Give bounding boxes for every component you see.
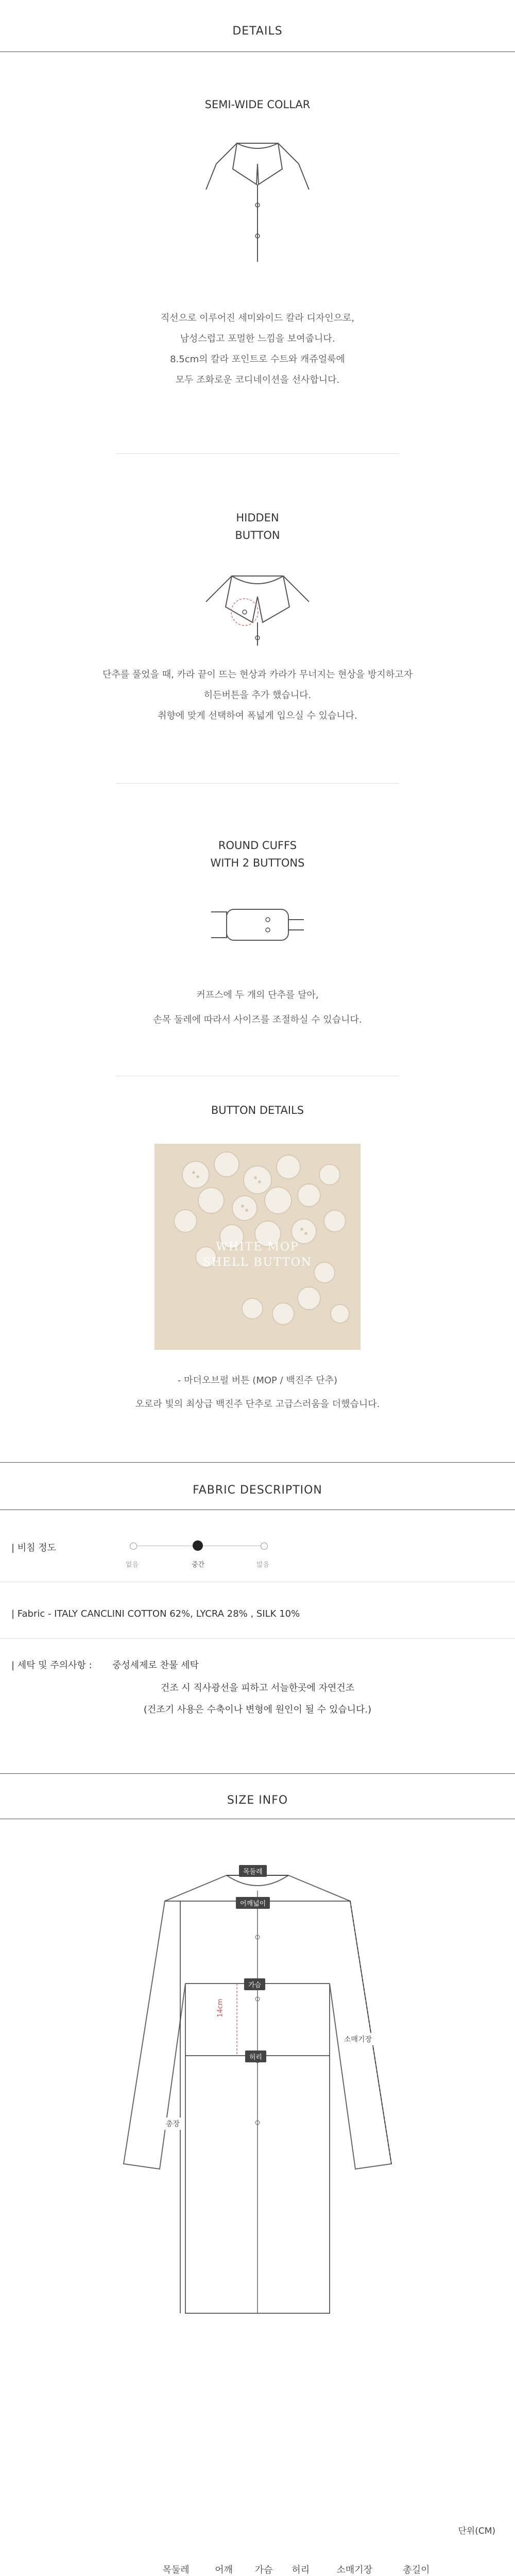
sheer-dot-none <box>130 1543 137 1550</box>
chest-label: 가슴 <box>244 1978 265 1990</box>
hidden-button-illustration <box>196 555 319 648</box>
collar-text-1: 직선으로 이루어진 세미와이드 칼라 디자인으로, <box>160 313 355 324</box>
hidden-text-1: 단추를 풀었을 때, 카라 끝이 뜨는 현상과 카라가 무너지는 현상을 방지하고자 <box>102 669 413 680</box>
collar-text-4: 모두 조화로운 코디네이션을 선사합니다. <box>175 375 340 385</box>
size-title: SIZE INFO <box>227 1794 288 1807</box>
collar-text-3: 8.5cm의 칼라 포인트로 수트와 캐쥬얼룩에 <box>170 354 345 365</box>
sheer-label: | 비침 정도 <box>11 1543 57 1553</box>
collar-title: SEMI-WIDE COLLAR <box>204 98 311 111</box>
fabric-title: FABRIC DESCRIPTION <box>193 1484 322 1497</box>
neck-label: 목둘레 <box>239 1865 267 1877</box>
button-details-title: BUTTON DETAILS <box>211 1104 304 1116</box>
cuffs-title-2: WITH 2 BUTTONS <box>210 857 305 869</box>
wash-line-3: (건조기 사용은 수축이나 변형에 원인이 될 수 있습니다.) <box>143 1704 372 1715</box>
sheer-option-high: 많음 <box>256 1561 270 1569</box>
cuffs-title-1: ROUND CUFFS <box>218 839 297 852</box>
header-waist: 허리 <box>291 2565 310 2575</box>
sheer-dot-medium <box>193 1540 203 1551</box>
header-shoulder: 어깨 <box>215 2565 233 2575</box>
button-text-2: 오로라 빛의 최상급 백진주 단추로 고급스러움을 더했습니다. <box>135 1399 380 1410</box>
shirt-measure-diagram <box>113 1855 402 2339</box>
fabric-divider <box>0 1638 515 1639</box>
sheer-dot-high <box>261 1543 268 1550</box>
button-photo-caption-1: WHITE MOP <box>216 1241 299 1253</box>
detail-divider <box>116 783 399 784</box>
wash-line-2: 건조 시 직사광선을 피하고 서늘한곳에 자연건조 <box>160 1683 355 1693</box>
header-neck: 목둘레 <box>162 2565 190 2575</box>
cuffs-text-2: 손목 둘레에 따라서 사이즈를 조절하실 수 있습니다. <box>153 1014 362 1025</box>
detail-divider <box>116 453 399 454</box>
shoulder-label: 어깨넓이 <box>236 1897 270 1909</box>
header-size <box>72 2556 149 2576</box>
unit-label: 단위(CM) <box>458 2526 495 2536</box>
cuffs-text-1: 커프스에 두 개의 단추를 달아, <box>196 990 319 1001</box>
hidden-title-1: HIDDEN <box>236 512 279 524</box>
header-length: 총길이 <box>403 2565 430 2575</box>
header-chest: 가슴 <box>254 2565 273 2575</box>
gap-label: 14cm <box>216 1998 225 2018</box>
button-photo-caption-2: SHELL BUTTON <box>202 1256 313 1269</box>
hidden-title-2: BUTTON <box>235 529 280 541</box>
details-title: DETAILS <box>232 25 283 38</box>
sleeve-label: 소매기장 <box>342 2033 374 2045</box>
collar-text-2: 남성스럽고 포멀한 느낌을 보여줍니다. <box>180 333 335 344</box>
wash-label: | 세탁 및 주의사항 : <box>11 1660 92 1671</box>
cuff-illustration <box>206 896 309 953</box>
sheer-option-medium: 중간 <box>192 1561 205 1569</box>
size-table <box>72 2556 443 2576</box>
wash-method: 중성세제로 찬물 세탁 <box>112 1660 199 1671</box>
button-text-1: - 마더오브펄 버튼 (MOP / 백진주 단추) <box>177 1375 338 1386</box>
sheer-option-none: 없음 <box>126 1561 139 1569</box>
header-sleeve: 소매기장 <box>336 2565 373 2575</box>
size-rule-top <box>0 1773 515 1774</box>
hidden-text-2: 히든버튼을 추가 했습니다. <box>203 690 312 701</box>
waist-label: 허리 <box>245 2050 266 2062</box>
length-label: 총장 <box>164 2117 182 2130</box>
fabric-composition: | Fabric - ITALY CANCLINI COTTON 62%, LYCRA 28% , SILK 10% <box>11 1608 300 1619</box>
fabric-rule-top <box>0 1462 515 1463</box>
collar-illustration <box>201 133 314 267</box>
button-photo <box>154 1144 360 1350</box>
hidden-text-3: 취향에 맞게 선택하여 폭넓게 입으실 수 있습니다. <box>158 710 357 721</box>
size-table-header <box>72 2556 443 2576</box>
